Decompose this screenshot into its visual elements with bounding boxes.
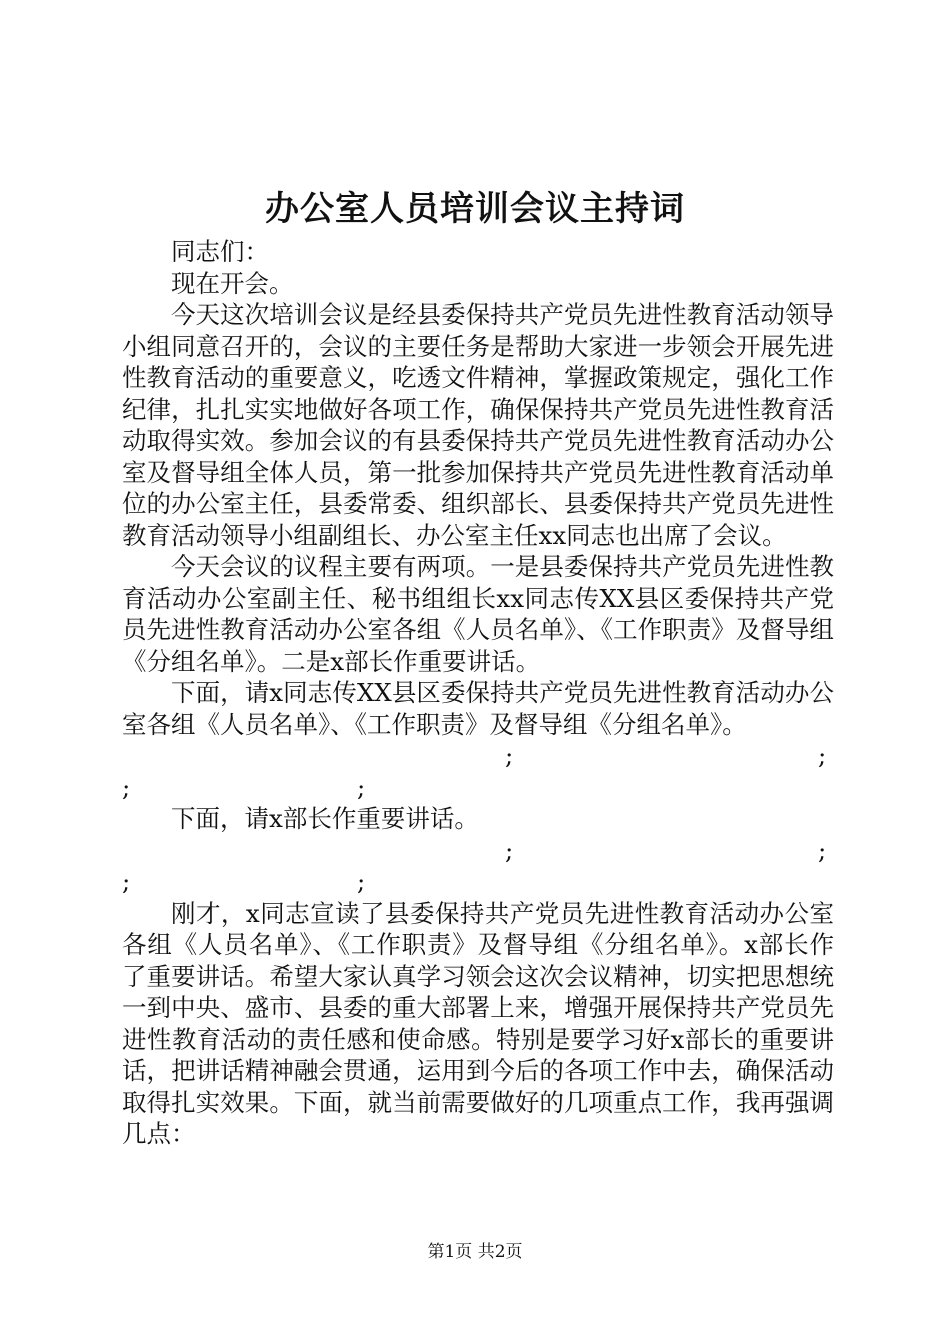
document-title: 办公室人员培训会议主持词 bbox=[265, 189, 685, 229]
document-body bbox=[122, 236, 834, 1150]
paragraph-intro: 今天这次培训会议是经县委保持共产党员先进性教育活动领导小组同意召开的，会议的主要任务是帮助大家进一步领会开展先进性教育活动的重要意义，吃透文件精神，掌握政策规定，强化工作纪律，扎扎实实地做好各项工作，确保保持共产党员先进性教育活动取得实效。参加会议的有县委保持共产党员先进性教育活动办公室及督导组全体人员，第一批参加保持共产党员先进性教育活动单位的办公室主任，县委常委、组织部长、县委保持共产党员先进性教育活动领导小组副组长、办公室主任xx同志也出席了会议。 bbox=[122, 300, 834, 550]
paragraph-first-item: 下面，请x同志传XX县区委保持共产党员先进性教育活动办公室各组《人员名单》、《工作职责》及督导组《分组名单》。 bbox=[122, 678, 834, 739]
paragraph-agenda: 今天会议的议程主要有两项。一是县委保持共产党员先进性教育活动办公室副主任、秘书组组长xx同志传XX县区委保持共产党员先进性教育活动办公室各组《人员名单》、《工作职责》及督导组《分组名单》。二是x部长作重要讲话。 bbox=[122, 552, 834, 676]
placeholder-line bbox=[122, 866, 834, 898]
semicolon-mark: ; bbox=[505, 835, 514, 865]
salutation: 同志们： bbox=[171, 237, 269, 266]
semicolon-mark: ; bbox=[122, 772, 131, 802]
paragraph-next-speech: 下面，请x部长作重要讲话。 bbox=[171, 804, 479, 833]
page-number-footer: 第1页 共2页 bbox=[427, 1242, 523, 1262]
semicolon-mark: ; bbox=[122, 867, 131, 896]
semicolon-mark: ; bbox=[505, 741, 514, 770]
paragraph-closing: 刚才，x同志宣读了县委保持共产党员先进性教育活动办公室各组《人员名单》、《工作职责》及督导组《分组名单》。x部长作了重要讲话。希望大家认真学习领会这次会议精神，切实把思想统一到中央、盛市、县委的重大部署上来，增强开展保持共产党员先进性教育活动的责任感和使命感。特别是要学习好x部长的重要讲话，把讲话精神融会贯通，运用到今后的各项工作中去，确保活动取得扎实效果。下面，就当前需要做好的几项重点工作，我再强调几点： bbox=[122, 898, 834, 1148]
placeholder-line bbox=[122, 835, 834, 867]
semicolon-mark: ; bbox=[818, 835, 827, 865]
semicolon-mark: ; bbox=[818, 741, 827, 770]
semicolon-mark: ; bbox=[357, 867, 366, 896]
opening-line: 现在开会。 bbox=[171, 268, 294, 298]
semicolon-mark: ; bbox=[357, 772, 366, 802]
placeholder-line bbox=[122, 772, 834, 804]
placeholder-line bbox=[122, 740, 834, 772]
